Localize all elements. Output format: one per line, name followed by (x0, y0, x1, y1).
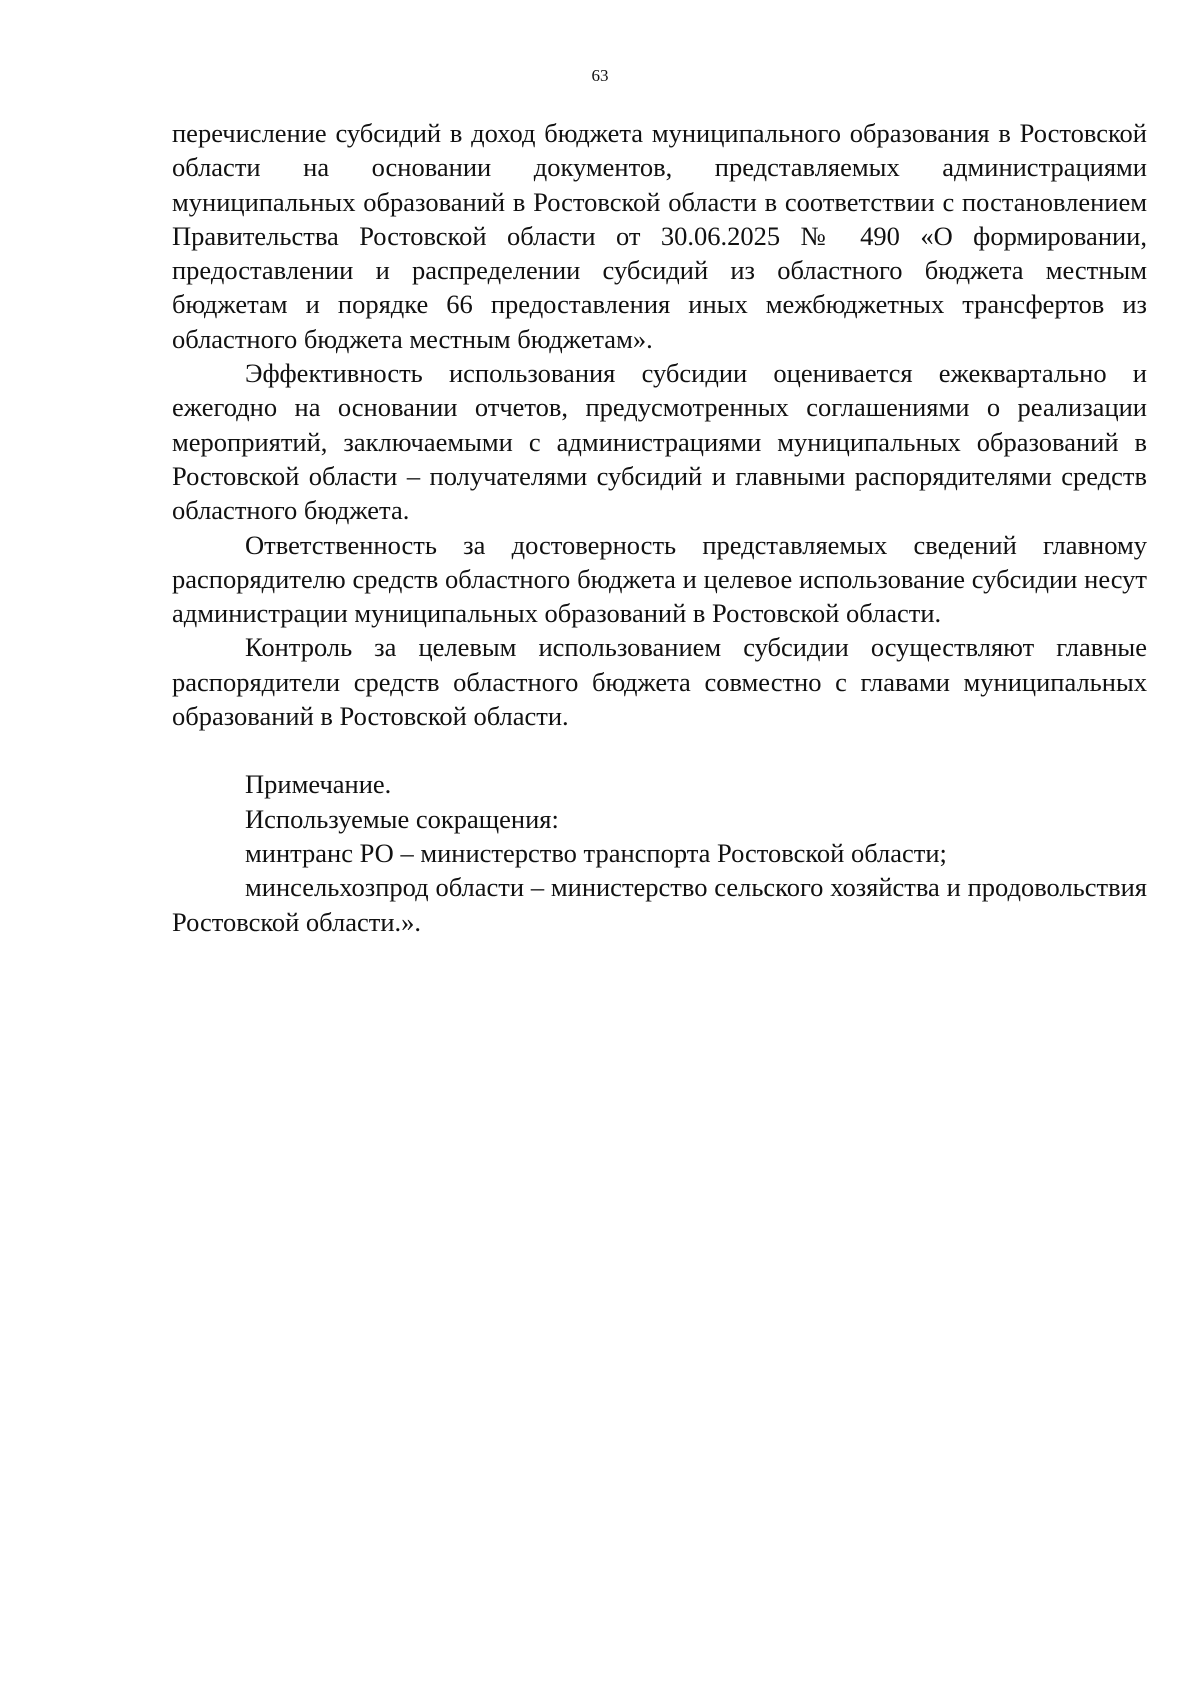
abbreviation-item-minselkhozprod: минсельхозпрод области – министерство сельского хозяйства и продовольствия Ростовской области.». (172, 872, 1147, 937)
note-title: Примечание. (245, 769, 392, 800)
document-body (172, 116, 1147, 939)
paragraph-subsidy-transfer: перечисление субсидий в доход бюджета муниципального образования в Ростовской области на основании документов, представляемых администрациями муниципальных образований в Ростовской области в соответствии с постановлением Правительства Ростовской области от 30.06.2025 № 490 «О формировании, предоставлении и распределении субсидий из областного бюджета местным бюджетам и порядке 66 предоставления иных межбюджетных трансфертов из областного бюджета местным бюджетам». (172, 118, 1147, 354)
paragraph-control: Контроль за целевым использованием субсидии осуществляют главные распорядители средств областного бюджета совместно с главами муниципальных образований в Ростовской области. (172, 632, 1147, 732)
page-number: 63 (591, 66, 609, 85)
paragraph-responsibility: Ответственность за достоверность представляемых сведений главному распорядителю средств областного бюджета и целевое использование субсидии несут администрации муниципальных образований в Ростовской области. (172, 529, 1147, 629)
paragraph-effectiveness: Эффективность использования субсидии оценивается ежеквартально и ежегодно на основании отчетов, предусмотренных соглашениями о реализации мероприятий, заключаемыми с администрациями муниципальных образований в Ростовской области – получателями субсидий и главными распорядителями средств областного бюджета. (172, 358, 1147, 526)
abbreviation-item-mintrans: минтранс РО – министерство транспорта Ростовской области; (245, 837, 947, 868)
section-spacer (172, 733, 1147, 767)
abbreviations-heading: Используемые сокращения: (245, 803, 559, 834)
